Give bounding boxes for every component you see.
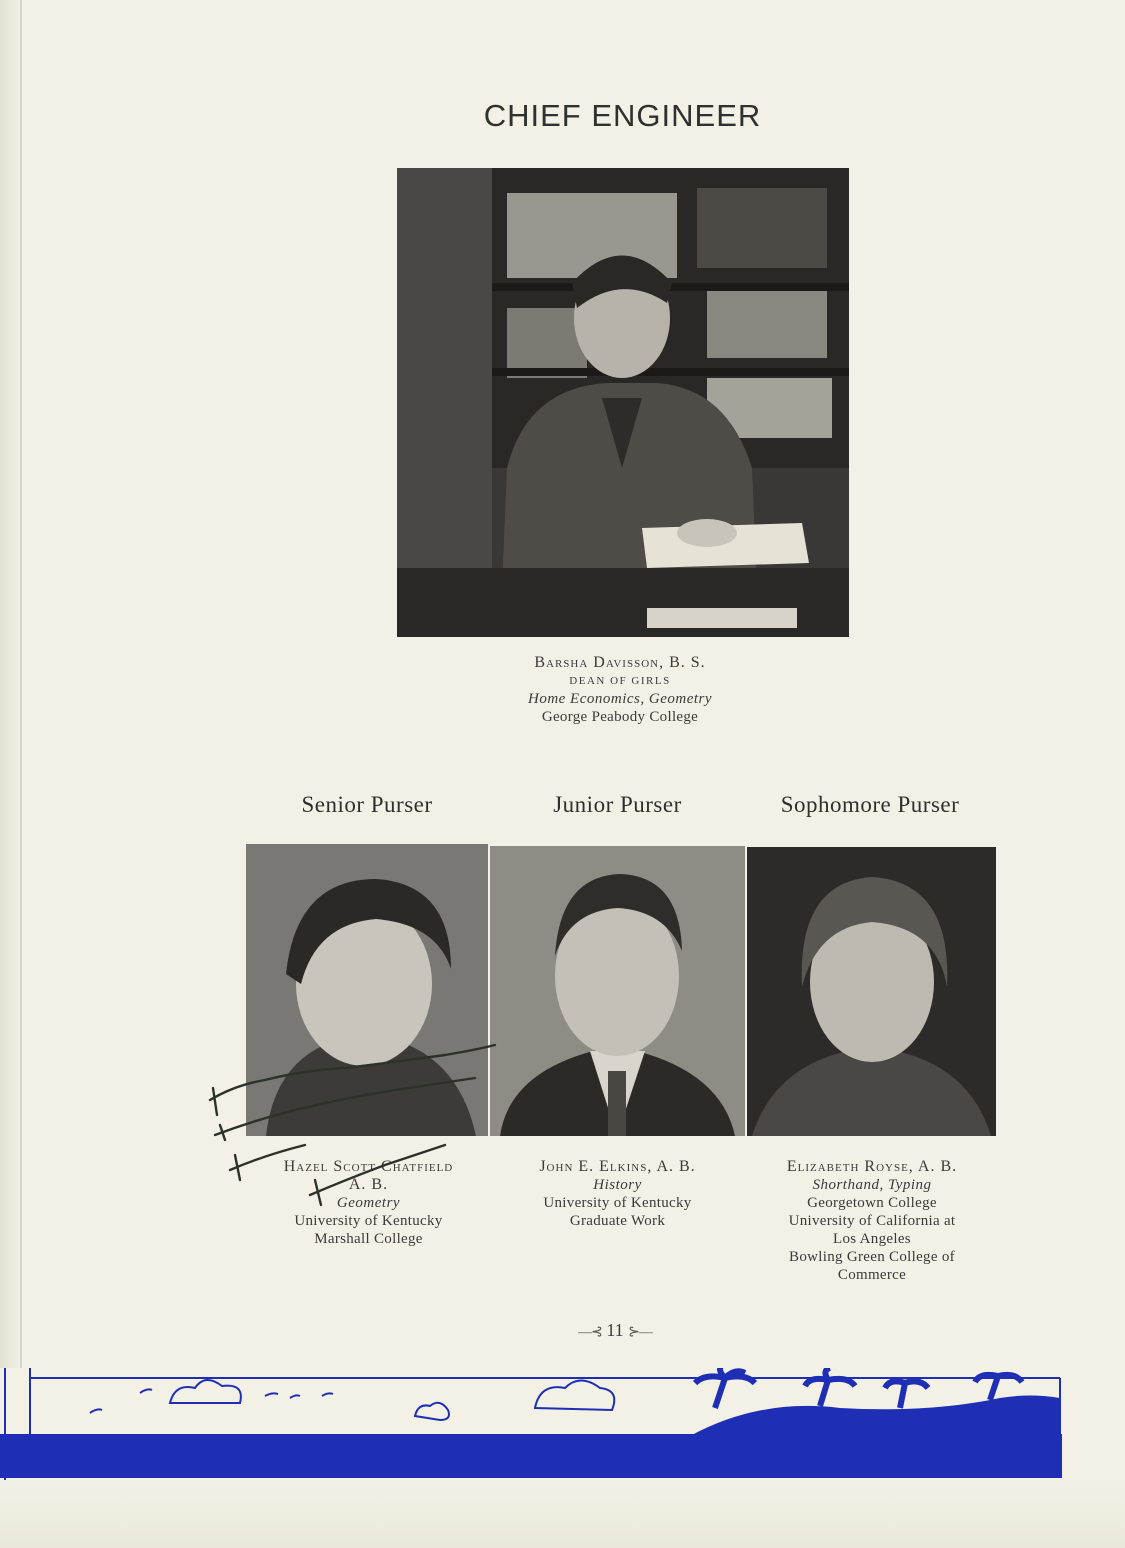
sophomore-purser-school-2: University of California at: [788, 1213, 956, 1229]
junior-purser-caption: [490, 1158, 745, 1230]
dean-role: DEAN OF GIRLS: [569, 675, 671, 687]
sophomore-purser-subjects: Shorthand, Typing: [812, 1177, 932, 1193]
dean-name: Barsha Davisson, B. S.: [534, 654, 706, 671]
senior-purser-heading: Senior Purser: [301, 792, 433, 817]
dean-school: George Peabody College: [541, 709, 699, 725]
binding-line: [20, 0, 22, 1548]
sophomore-purser-name: Elizabeth Royse, A. B.: [786, 1158, 958, 1175]
ornament-left-icon: —⊰: [578, 1325, 602, 1340]
sophomore-purser-school-1: Georgetown College: [807, 1195, 937, 1211]
page-bottom-shade: [0, 1480, 1125, 1548]
sophomore-purser-school-3: Los Angeles: [833, 1231, 911, 1247]
sophomore-purser-school-5: Commerce: [837, 1267, 907, 1283]
junior-purser-subjects: History: [593, 1177, 642, 1193]
dean-caption: [470, 654, 770, 726]
senior-purser-name: Hazel Scott Chatfield: [283, 1158, 454, 1175]
senior-purser-photo: [246, 844, 488, 1136]
senior-purser-caption: [246, 1158, 491, 1248]
sophomore-purser-caption: [747, 1158, 997, 1284]
page-number-text: 11: [606, 1320, 624, 1340]
sophomore-purser-heading: Sophomore Purser: [780, 792, 960, 817]
senior-purser-degree: A. B.: [348, 1176, 389, 1193]
senior-purser-school-2: Marshall College: [314, 1231, 423, 1247]
sophomore-purser-school-4: Bowling Green College of: [789, 1249, 955, 1265]
binding-gutter: [0, 0, 22, 1548]
page-title: CHIEF ENGINEER: [483, 98, 762, 133]
footer-landscape-art: [0, 1368, 1125, 1483]
junior-purser-school-1: University of Kentucky: [543, 1195, 692, 1211]
junior-purser-photo: [490, 846, 745, 1136]
ornament-right-icon: ⊱—: [628, 1325, 652, 1340]
junior-purser-heading: Junior Purser: [553, 792, 682, 817]
junior-purser-school-2: Graduate Work: [569, 1213, 666, 1229]
junior-purser-name: John E. Elkins, A. B.: [539, 1158, 696, 1175]
senior-purser-school-1: University of Kentucky: [294, 1213, 443, 1229]
page-number: [565, 1320, 665, 1341]
dean-subjects: Home Economics, Geometry: [527, 691, 713, 707]
senior-purser-subjects: Geometry: [336, 1195, 401, 1211]
dean-photo: [397, 168, 849, 637]
sophomore-purser-photo: [747, 847, 996, 1136]
